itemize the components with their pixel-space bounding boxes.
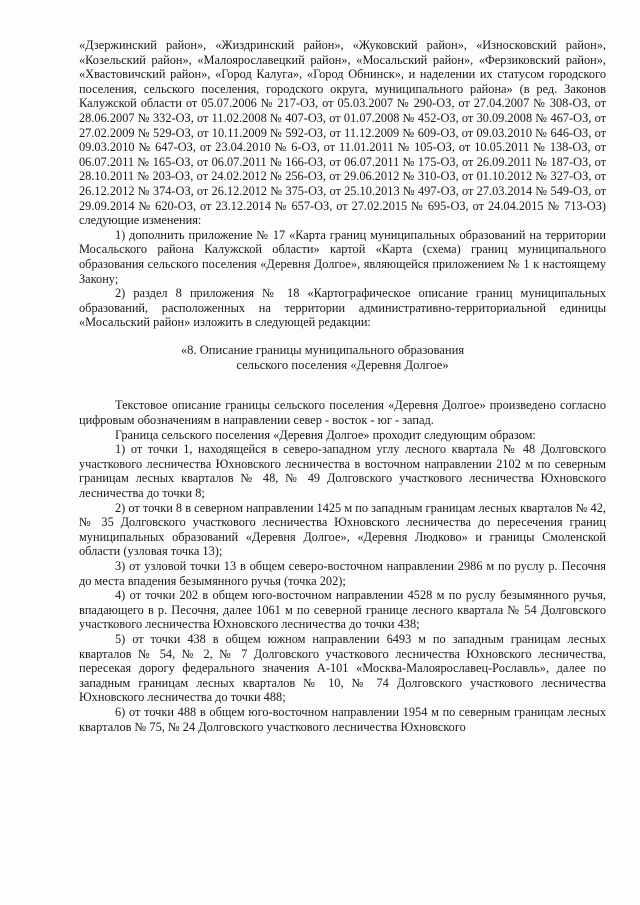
- intro-paragraph: «Дзержинский район», «Жиздринский район», «Жуковский район», «Износковский район», «Козельский район», «Малоярославецкий район», «Мосальский район», «Ферзиковский район», «Хвастовичский район», «Город Калуга», «Город Обнинск», и наделении их статусом городского поселения, сельского поселения, городского округа, муниципального района» (в ред. Законов Калужской области от 05.07.2006 № 217-ОЗ, от 05.03.2007 № 290-ОЗ, от 27.04.2007 № 308-ОЗ, от 28.06.2007 № 332-ОЗ, от 11.02.2008 № 407-ОЗ, от 01.07.2008 № 452-ОЗ, от 30.09.2008 № 467-ОЗ, от 27.02.2009 № 529-ОЗ, от 10.11.2009 № 592-ОЗ, от 11.12.2009 № 609-ОЗ, от 09.03.2010 № 646-ОЗ, от 09.03.2010 № 647-ОЗ, от 23.04.2010 № 6-ОЗ, от 11.01.2011 № 105-ОЗ, от 10.05.2011 № 138-ОЗ, от 06.07.2011 № 165-ОЗ, от 06.07.2011 № 166-ОЗ, от 06.07.2011 № 175-ОЗ, от 26.09.2011 № 187-ОЗ, от 28.10.2011 № 203-ОЗ, от 24.02.2012 № 256-ОЗ, от 29.06.2012 № 310-ОЗ, от 01.10.2012 № 327-ОЗ, от 26.12.2012 № 374-ОЗ, от 26.12.2012 № 375-ОЗ, от 25.10.2013 № 497-ОЗ, от 27.03.2014 № 549-ОЗ, от 29.09.2014 № 620-ОЗ, от 23.12.2014 № 657-ОЗ, от 27.02.2015 № 695-ОЗ, от 24.04.2015 № 713-ОЗ) следующие изменения:: [79, 38, 606, 228]
- route-intro-paragraph: Граница сельского поселения «Деревня Долгое» проходит следующим образом:: [115, 427, 536, 442]
- route-item-6: 6) от точки 488 в общем юго-восточном направлении 1954 м по северным границам лесных кварталов № 75, № 24 Долговского участкового лесничества Юхновского: [79, 704, 606, 734]
- route-item-3: 3) от узловой точки 13 в общем северо-восточном направлении 2986 м по руслу р. Песочня до места впадения безымянного ручья (точка 202);: [79, 559, 606, 588]
- route-item-1: 1) от точки 1, находящейся в северо-западном углу лесного квартала № 48 Долговского участкового лесничества Юхновского лесничества в восточном направлении 2102 м по северным границам лесных кварталов № 48, № 49 Долговского участкового лесничества Юхновского лесничества до точки 8;: [79, 442, 606, 501]
- route-item-2: 2) от точки 8 в северном направлении 1425 м по западным границам лесных кварталов № 42, № 35 Долговского участкового лесничества Юхновского лесничества до пересечения границ муниципальных образований «Деревня Долгое», «Деревня Людково» и границы Смоленской области (узловая точка 13);: [79, 500, 606, 559]
- route-item-4: 4) от точки 202 в общем юго-восточном направлении 4528 м по руслу безымянного ручья, впадающего в р. Песочня, далее 1061 м по северной границе лесного квартала № 54 Долговского участкового лесничества Юхновского лесничества до точки 438;: [79, 588, 606, 632]
- text-description-paragraph: Текстовое описание границы сельского поселения «Деревня Долгое» произведено согласно цифровым обозначениям в направлении север - восток - юг - запад.: [79, 398, 606, 428]
- section-heading-line-1: «8. Описание границы муниципального образования: [180, 342, 465, 357]
- route-item-5: 5) от точки 438 в общем южном направлении 6493 м по западным границам лесных кварталов № 54, № 2, № 7 Долговского участкового лесничества Юхновского лесничества, пересекая дорогу федерального значения А-101 «Москва-Малоярославец-Рославль», далее по западным границам лесных кварталов № 10, № 74 Долговского участкового лесничества Юхновского лесничества до точки 488;: [79, 631, 606, 705]
- amendment-item-1: 1) дополнить приложение № 17 «Карта границ муниципальных образований на территории Мосальского района Калужской области» картой «Карта (схема) границ муниципального образования сельского поселения «Деревня Долгое», являющейся приложением № 1 к настоящему Закону;: [79, 227, 606, 286]
- section-heading-line-2: сельского поселения «Деревня Долгое»: [236, 357, 449, 372]
- amendment-item-2: 2) раздел 8 приложения № 18 «Картографическое описание границ муниципальных образований, расположенных на территории административно-территориальной единицы «Мосальский район» изложить в следующей редакции:: [79, 286, 606, 330]
- section-heading: [79, 343, 606, 373]
